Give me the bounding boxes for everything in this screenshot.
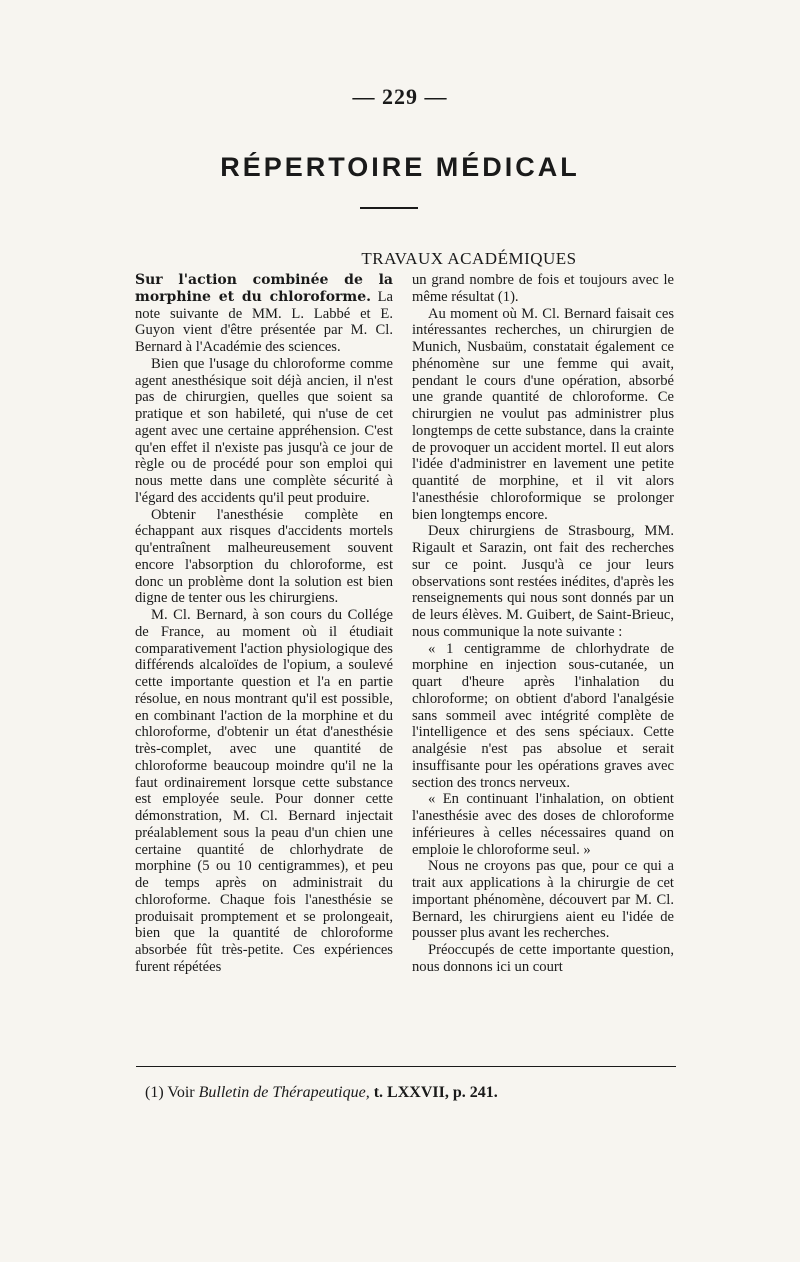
article-paragraph: Obtenir l'anesthésie complète en échappant aux risques d'accidents mortels qu'entraînent malheureusement souvent encore l'absorption du chloroforme, est donc un problème dont la solution est bien digne de tenter ous les chirurgiens. xyxy=(135,506,393,607)
section-heading: TRAVAUX ACADÉMIQUES xyxy=(361,249,577,268)
footnote-reference: t. LXXVII, p. 241. xyxy=(373,1084,498,1101)
right-column xyxy=(412,272,674,976)
paragraph-text: La note suivante de MM. L. Labbé et E. Guyon vient d'être présentée par M. Cl. Bernard à l'Académie des sciences. xyxy=(135,288,393,355)
article-paragraph: « 1 centigramme de chlorhydrate de morphine en injection sous-cutanée, un quart d'heure après l'inhalation du chloroforme; on obtient d'abord l'analgésie sans sommeil avec intégrité complète de l'intelligence et des sens spéciaux. Cette analgésie n'est pas absolue et serait insuffisante pour les opérations graves avec section des troncs nerveux. xyxy=(412,640,674,791)
footnote-prefix: (1) Voir xyxy=(145,1084,195,1101)
page-number: — 229 — xyxy=(352,84,448,109)
footnote-divider xyxy=(136,1066,676,1067)
article-paragraph xyxy=(135,272,393,356)
article-paragraph: M. Cl. Bernard, à son cours du Collége de France, au moment où il étudiait comparativement l'action physiologique des différends alcaloïdes de l'opium, a soulevé cette importante question et l'a en partie résolue, en nous montrant qu'il est possible, en combinant l'action de la morphine et du chloroforme, d'obtenir un état d'anesthésie très-complet, avec une quantité de chloroforme beaucoup moindre qu'il ne la faut ordinairement lorsque cette substance est employée seule. Pour donner cette démonstration, M. Cl. Bernard injectait préalablement sous la peau d'un chien une certaine quantité de chlorhydrate de morphine (5 ou 10 centigrammes), et peu de temps après on administrait du chloroforme. Chaque fois l'anesthésie se produisait promptement et se prolongeait, bien que la quantité de chloroforme absorbée fût très-petite. Ces expériences furent répétées xyxy=(135,607,393,975)
page-title: RÉPERTOIRE MÉDICAL xyxy=(220,152,580,182)
title-divider xyxy=(360,207,418,209)
article-paragraph: un grand nombre de fois et toujours avec le même résultat (1). xyxy=(412,272,674,305)
left-column xyxy=(135,272,393,976)
article-paragraph: Préoccupés de cette importante question, nous donnons ici un court xyxy=(412,942,674,975)
article-paragraph: Nous ne croyons pas que, pour ce qui a trait aux applications à la chirurgie de cet important phénomène, découvert par M. Cl. Bernard, les chirurgiens aient eu l'idée de pousser plus avant les recherches. xyxy=(412,858,674,942)
footnote-source: Bulletin de Thérapeutique, xyxy=(198,1084,370,1101)
article-paragraph: « En continuant l'inhalation, on obtient l'anesthésie avec des doses de chloroforme inférieures à celles nécessaires quand on emploie le chloroforme seul. » xyxy=(412,791,674,858)
article-paragraph: Au moment où M. Cl. Bernard faisait ces intéressantes recherches, un chirurgien de Munich, Nusbaüm, constatait également ce phénomène sur une femme qui avait, pendant le cours d'une opération, absorbé une grande quantité de chloroforme. Ce chirurgien ne voulut pas administrer plus longtemps de cette substance, dans la crainte de provoquer un accident mortel. Il eut alors l'idée d'administrer en lavement une petite quantité de morphine, et il vit alors l'anesthésie chloroformique se prolonger bien longtemps encore. xyxy=(412,305,674,523)
footnote xyxy=(145,1084,685,1102)
article-lead: Sur l'action combinée de la morphine et du chloroforme. xyxy=(135,272,393,305)
article-paragraph: Bien que l'usage du chloroforme comme agent anesthésique soit déjà ancien, il n'est pas de chirurgien, quelles que soient sa pratique et son habileté, qui n'use de cet agent avec une certaine appréhension. C'est qu'en effet il n'existe pas jusqu'à ce jour de règle ou de procédé pour son emploi qui nous mette dans une complète sécurité à l'égard des accidents qu'il peut produire. xyxy=(135,355,393,506)
article-paragraph: Deux chirurgiens de Strasbourg, MM. Rigault et Sarazin, ont fait des recherches sur ce point. Jusqu'à ce jour leurs observations sont restées inédites, d'après les renseignements qui nous sont donnés par un de leurs élèves. M. Guibert, de Saint-Brieuc, nous communique la note suivante : xyxy=(412,523,675,640)
